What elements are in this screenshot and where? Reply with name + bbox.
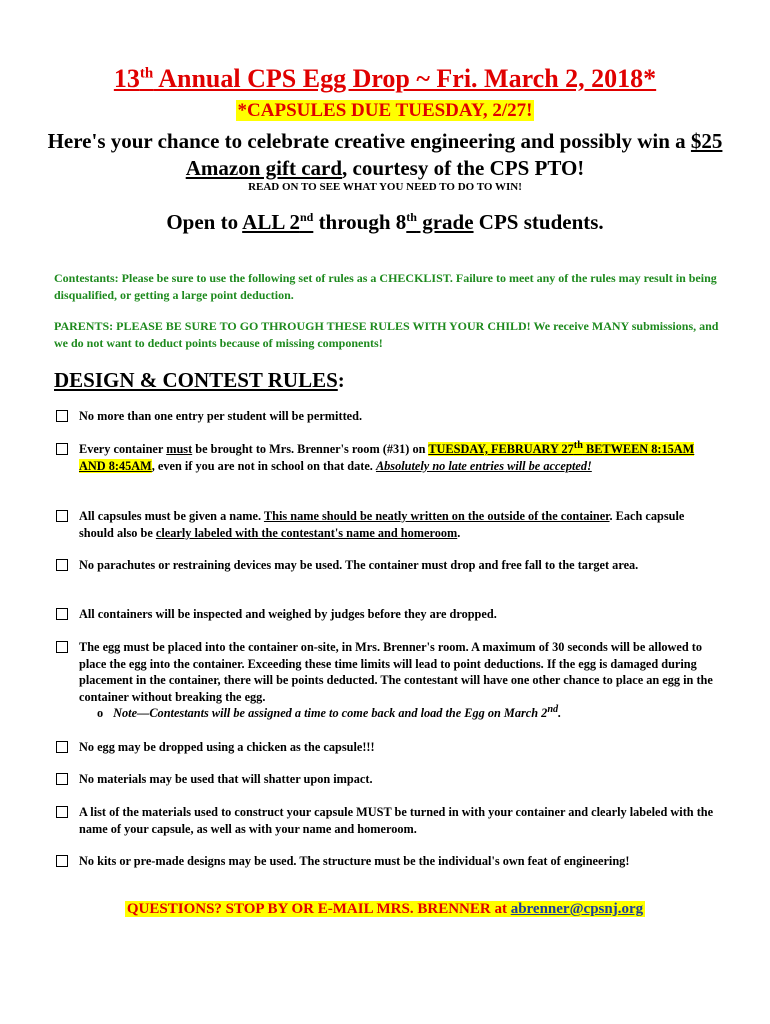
rule-checkbox[interactable]	[56, 641, 68, 653]
rule-item	[79, 557, 719, 574]
rule-item	[79, 739, 719, 756]
eligibility-pre: Open to	[166, 210, 243, 234]
late-entries-note: Absolutely no late entries will be accepted!	[375, 458, 592, 473]
rule-text: The egg must be placed into the container on-site, in Mrs. Brenner's room. A maximum of 30 seconds will be allowed to place the egg into the container. Exceeding these time limits will lead to point deductions. If the egg is damaged during placement in the container, there will be points deducted. The contestant will have one other chance to place an egg in the container without breaking the egg.	[79, 640, 713, 704]
rule-emphasis: This name should be neatly written on the outside of the container	[263, 509, 610, 523]
questions-text: QUESTIONS? STOP BY OR E-MAIL MRS. BRENNER at	[126, 901, 511, 917]
subnote-text: Note—Contestants will be assigned a time to come back and load the Egg on March 2	[113, 706, 548, 720]
eligibility-grade-word: grade	[416, 210, 474, 234]
chance-headline	[40, 128, 730, 182]
due-notice: *CAPSULES DUE TUESDAY, 2/27!	[237, 100, 533, 121]
rule-text: No more than one entry per student will be permitted.	[79, 409, 363, 423]
eligibility-grades	[242, 210, 313, 234]
rule-text: , even if you are not in school on that date.	[151, 458, 376, 473]
chance-text: Here's your chance to celebrate creative engineering and possibly win a	[47, 129, 691, 153]
rule-item	[79, 441, 719, 474]
rule-item	[79, 606, 719, 623]
rules-heading-colon: :	[337, 368, 345, 392]
subnote-sup: nd	[547, 703, 559, 715]
page-title	[0, 64, 770, 94]
bullet-icon: o	[97, 706, 104, 720]
due-date-time: BETWEEN 8:15AM AND 8:45AM	[79, 442, 695, 473]
rules-heading	[54, 368, 345, 393]
rule-text: . Each capsule should also be	[79, 509, 685, 540]
rule-text: A list of the materials used to construct your capsule MUST be turned in with your container and clearly labeled with the name of your capsule, as well as with your name and homeroom.	[79, 805, 714, 836]
due-date-sup: th	[573, 439, 583, 451]
prize-text: $25 Amazon gift card	[185, 129, 723, 180]
subnote-end: .	[558, 706, 562, 720]
parents-note: PARENTS: PLEASE BE SURE TO GO THROUGH THESE RULES WITH YOUR CHILD! We receive MANY submissions, and we do not want to deduct points because of missing components!	[54, 319, 719, 350]
rule-text: No parachutes or restraining devices may be used. The container must drop and free fall to the target area.	[79, 558, 639, 572]
rule-checkbox[interactable]	[56, 855, 68, 867]
rule-item	[79, 408, 719, 425]
rule-text: .	[457, 525, 461, 540]
rule-text: All capsules must be given a name.	[79, 509, 264, 523]
rule-checkbox[interactable]	[56, 510, 68, 522]
rule-item	[79, 853, 719, 870]
email-link[interactable]: abrenner@cpsnj.org	[510, 901, 644, 917]
due-notice-line	[0, 100, 770, 122]
questions-banner	[125, 901, 645, 917]
title-ordinal: th	[139, 65, 154, 82]
rule-item	[79, 508, 719, 541]
rule-emphasis: must	[166, 442, 193, 456]
eligibility-post: CPS students.	[473, 210, 604, 234]
rule-text: No kits or pre-made designs may be used. The structure must be the individual's own feat of engineering!	[79, 854, 630, 868]
rule-text: No egg may be dropped using a chicken as the capsule!!!	[79, 740, 375, 754]
eligibility-sup-th: th	[406, 210, 417, 224]
rule-item	[79, 804, 719, 837]
rules-heading-text: DESIGN & CONTEST RULES	[54, 368, 338, 392]
rule-text: be brought to Mrs. Brenner's room (#31) on	[192, 442, 429, 456]
rule-checkbox[interactable]	[56, 773, 68, 785]
read-on-note: READ ON TO SEE WHAT YOU NEED TO DO TO WIN!	[248, 181, 522, 193]
eligibility-sup-nd: nd	[299, 210, 314, 224]
rule-subnote	[79, 705, 719, 722]
rule-checkbox[interactable]	[56, 806, 68, 818]
rule-checkbox[interactable]	[56, 443, 68, 455]
eligibility-line	[0, 210, 770, 235]
rule-text: No materials may be used that will shatter upon impact.	[79, 772, 373, 786]
eligibility-grade-end	[406, 210, 473, 234]
eligibility-grade-start: ALL 2	[242, 210, 300, 234]
due-date-day: TUESDAY, FEBRUARY 27	[428, 442, 574, 456]
rule-emphasis: clearly labeled with the contestant's name and homeroom	[155, 525, 458, 540]
rule-item	[79, 771, 719, 788]
rule-checkbox[interactable]	[56, 608, 68, 620]
rule-item	[79, 639, 719, 722]
title-text: Annual CPS Egg Drop ~ Fri. March 2, 2018*	[153, 64, 657, 93]
eligibility-through: through 8	[313, 210, 407, 234]
chance-courtesy: , courtesy of the CPS PTO!	[342, 156, 585, 180]
title-number: 13	[113, 64, 140, 93]
rule-checkbox[interactable]	[56, 741, 68, 753]
rule-text: All containers will be inspected and weighed by judges before they are dropped.	[79, 607, 497, 621]
questions-line	[0, 900, 770, 918]
rule-text: Every container	[79, 442, 167, 456]
rule-checkbox[interactable]	[56, 410, 68, 422]
rule-checkbox[interactable]	[56, 559, 68, 571]
contestants-note: Contestants: Please be sure to use the following set of rules as a CHECKLIST. Failure to meet any of the rules may result in being disqualified, or getting a large point deduction.	[54, 271, 717, 302]
